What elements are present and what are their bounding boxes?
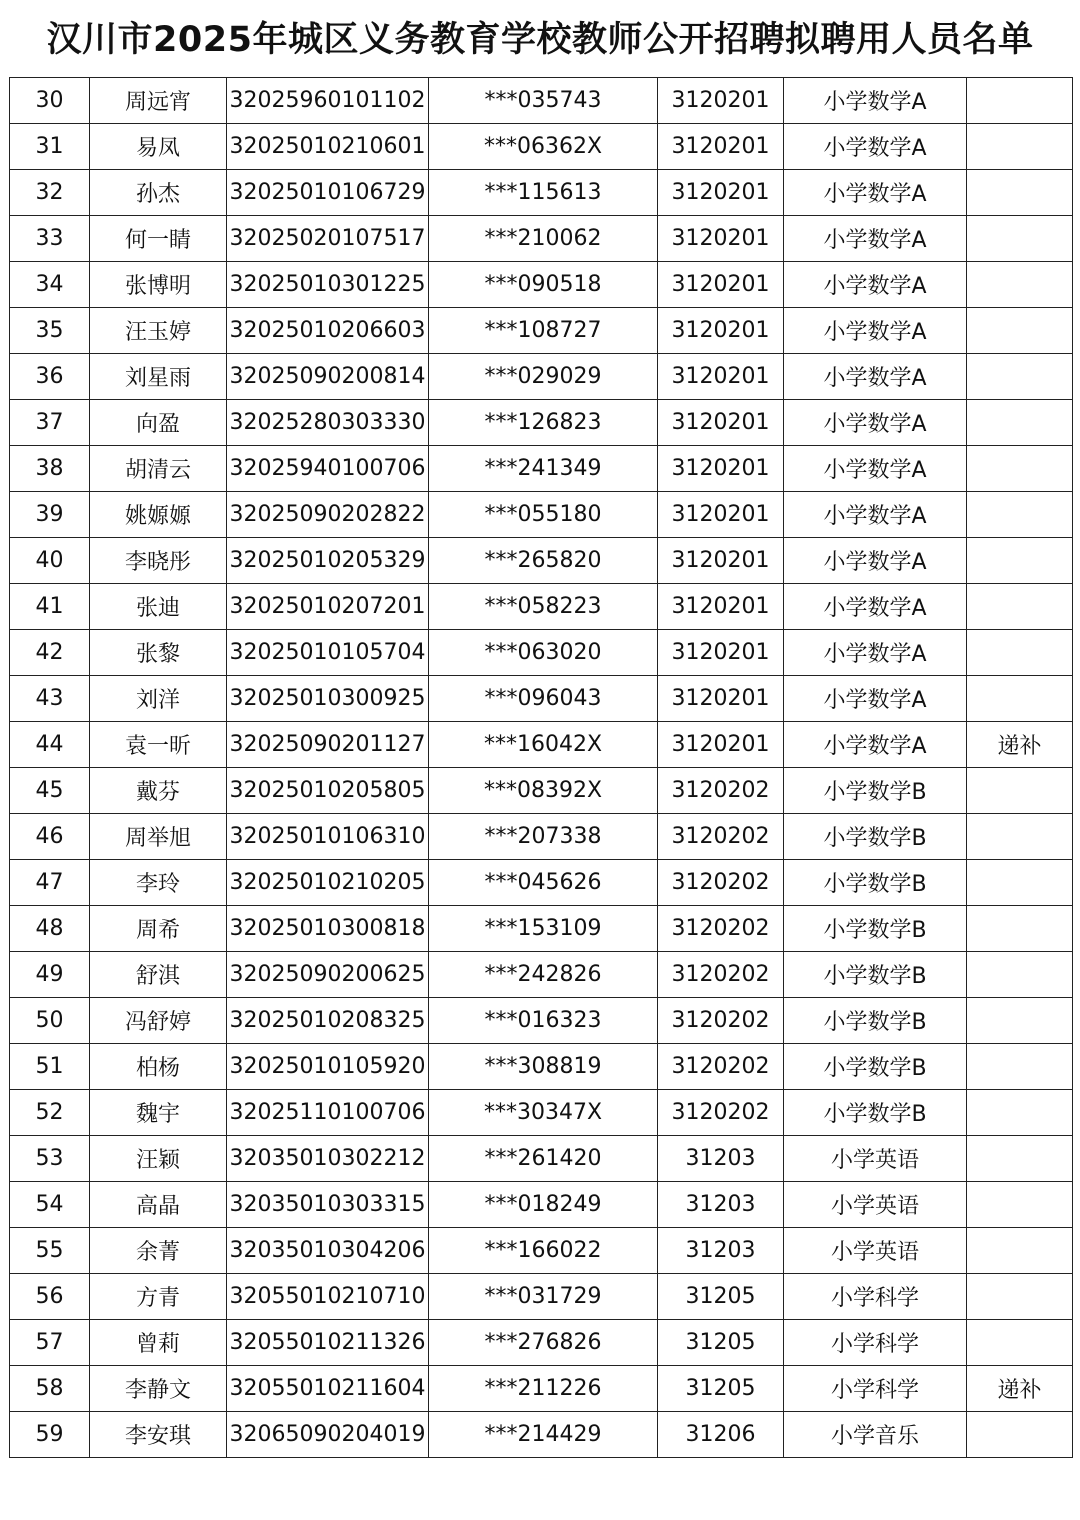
row-number-cell: 36 — [10, 354, 90, 400]
id-number-cell: ***016323 — [429, 998, 658, 1044]
subject-cell: 小学数学A — [784, 722, 967, 768]
note-cell — [967, 400, 1073, 446]
subject-cell: 小学数学A — [784, 630, 967, 676]
row-number-cell: 40 — [10, 538, 90, 584]
table-row — [10, 1412, 1073, 1458]
subject-cell: 小学数学B — [784, 998, 967, 1044]
row-number-cell: 59 — [10, 1412, 90, 1458]
post-code-cell: 31205 — [658, 1366, 784, 1412]
note-cell — [967, 676, 1073, 722]
id-number-cell: ***30347X — [429, 1090, 658, 1136]
post-code-cell: 3120201 — [658, 722, 784, 768]
table-row — [10, 860, 1073, 906]
table-row — [10, 1090, 1073, 1136]
subject-cell: 小学科学 — [784, 1320, 967, 1366]
note-cell — [967, 584, 1073, 630]
post-code-cell: 31206 — [658, 1412, 784, 1458]
subject-cell: 小学数学A — [784, 78, 967, 124]
table-row — [10, 1366, 1073, 1412]
table-row — [10, 1044, 1073, 1090]
subject-cell: 小学英语 — [784, 1228, 967, 1274]
row-number-cell: 52 — [10, 1090, 90, 1136]
id-number-cell: ***261420 — [429, 1136, 658, 1182]
subject-cell: 小学数学A — [784, 538, 967, 584]
subject-cell: 小学数学B — [784, 768, 967, 814]
subject-cell: 小学数学A — [784, 584, 967, 630]
roster-table — [9, 77, 1073, 1458]
post-code-cell: 3120202 — [658, 998, 784, 1044]
note-cell — [967, 1044, 1073, 1090]
id-number-cell: ***276826 — [429, 1320, 658, 1366]
subject-cell: 小学数学A — [784, 124, 967, 170]
subject-cell: 小学数学A — [784, 308, 967, 354]
exam-number-cell: 32025010207201 — [227, 584, 429, 630]
post-code-cell: 3120201 — [658, 584, 784, 630]
post-code-cell: 3120201 — [658, 78, 784, 124]
note-cell — [967, 768, 1073, 814]
note-cell — [967, 262, 1073, 308]
id-number-cell: ***214429 — [429, 1412, 658, 1458]
table-row — [10, 1136, 1073, 1182]
note-cell — [967, 216, 1073, 262]
candidate-name-cell: 刘星雨 — [90, 354, 227, 400]
table-row — [10, 676, 1073, 722]
note-cell — [967, 1136, 1073, 1182]
subject-cell: 小学数学B — [784, 814, 967, 860]
row-number-cell: 55 — [10, 1228, 90, 1274]
row-number-cell: 45 — [10, 768, 90, 814]
post-code-cell: 3120201 — [658, 216, 784, 262]
row-number-cell: 51 — [10, 1044, 90, 1090]
post-code-cell: 3120201 — [658, 676, 784, 722]
candidate-name-cell: 汪颖 — [90, 1136, 227, 1182]
subject-cell: 小学数学B — [784, 1044, 967, 1090]
post-code-cell: 3120201 — [658, 400, 784, 446]
table-row — [10, 768, 1073, 814]
note-cell — [967, 170, 1073, 216]
row-number-cell: 56 — [10, 1274, 90, 1320]
exam-number-cell: 32025010301225 — [227, 262, 429, 308]
exam-number-cell: 32025010300818 — [227, 906, 429, 952]
note-cell — [967, 446, 1073, 492]
candidate-name-cell: 李晓彤 — [90, 538, 227, 584]
table-row — [10, 400, 1073, 446]
post-code-cell: 3120202 — [658, 1090, 784, 1136]
id-number-cell: ***126823 — [429, 400, 658, 446]
exam-number-cell: 32035010302212 — [227, 1136, 429, 1182]
post-code-cell: 3120201 — [658, 538, 784, 584]
row-number-cell: 54 — [10, 1182, 90, 1228]
candidate-name-cell: 李安琪 — [90, 1412, 227, 1458]
exam-number-cell: 32025010105704 — [227, 630, 429, 676]
candidate-name-cell: 胡清云 — [90, 446, 227, 492]
id-number-cell: ***242826 — [429, 952, 658, 998]
post-code-cell: 3120202 — [658, 906, 784, 952]
table-row — [10, 722, 1073, 768]
post-code-cell: 31203 — [658, 1136, 784, 1182]
id-number-cell: ***018249 — [429, 1182, 658, 1228]
table-row — [10, 308, 1073, 354]
id-number-cell: ***090518 — [429, 262, 658, 308]
candidate-name-cell: 冯舒婷 — [90, 998, 227, 1044]
exam-number-cell: 32025110100706 — [227, 1090, 429, 1136]
note-cell — [967, 860, 1073, 906]
id-number-cell: ***08392X — [429, 768, 658, 814]
id-number-cell: ***031729 — [429, 1274, 658, 1320]
row-number-cell: 44 — [10, 722, 90, 768]
candidate-name-cell: 柏杨 — [90, 1044, 227, 1090]
table-row — [10, 492, 1073, 538]
exam-number-cell: 32025960101102 — [227, 78, 429, 124]
id-number-cell: ***153109 — [429, 906, 658, 952]
table-row — [10, 354, 1073, 400]
id-number-cell: ***045626 — [429, 860, 658, 906]
candidate-name-cell: 周远宵 — [90, 78, 227, 124]
table-row — [10, 630, 1073, 676]
note-cell — [967, 1412, 1073, 1458]
row-number-cell: 57 — [10, 1320, 90, 1366]
exam-number-cell: 32025010208325 — [227, 998, 429, 1044]
id-number-cell: ***035743 — [429, 78, 658, 124]
post-code-cell: 3120201 — [658, 124, 784, 170]
row-number-cell: 46 — [10, 814, 90, 860]
table-row — [10, 998, 1073, 1044]
row-number-cell: 43 — [10, 676, 90, 722]
table-row — [10, 952, 1073, 998]
id-number-cell: ***029029 — [429, 354, 658, 400]
note-cell — [967, 998, 1073, 1044]
id-number-cell: ***096043 — [429, 676, 658, 722]
table-row — [10, 1228, 1073, 1274]
post-code-cell: 3120201 — [658, 630, 784, 676]
table-row — [10, 1274, 1073, 1320]
candidate-name-cell: 姚嫄嫄 — [90, 492, 227, 538]
exam-number-cell: 32055010210710 — [227, 1274, 429, 1320]
row-number-cell: 38 — [10, 446, 90, 492]
row-number-cell: 42 — [10, 630, 90, 676]
note-cell — [967, 1320, 1073, 1366]
subject-cell: 小学数学A — [784, 676, 967, 722]
note-cell — [967, 538, 1073, 584]
candidate-name-cell: 易凤 — [90, 124, 227, 170]
exam-number-cell: 32025280303330 — [227, 400, 429, 446]
note-cell — [967, 1228, 1073, 1274]
candidate-name-cell: 汪玉婷 — [90, 308, 227, 354]
table-row — [10, 814, 1073, 860]
row-number-cell: 32 — [10, 170, 90, 216]
exam-number-cell: 32025940100706 — [227, 446, 429, 492]
subject-cell: 小学数学B — [784, 952, 967, 998]
row-number-cell: 33 — [10, 216, 90, 262]
note-cell: 递补 — [967, 1366, 1073, 1412]
candidate-name-cell: 周希 — [90, 906, 227, 952]
candidate-name-cell: 张迪 — [90, 584, 227, 630]
candidate-name-cell: 向盈 — [90, 400, 227, 446]
exam-number-cell: 32025010205805 — [227, 768, 429, 814]
table-row — [10, 538, 1073, 584]
exam-number-cell: 32025090201127 — [227, 722, 429, 768]
post-code-cell: 31203 — [658, 1228, 784, 1274]
table-row — [10, 584, 1073, 630]
candidate-name-cell: 袁一昕 — [90, 722, 227, 768]
candidate-name-cell: 孙杰 — [90, 170, 227, 216]
exam-number-cell: 32025010106729 — [227, 170, 429, 216]
note-cell — [967, 906, 1073, 952]
note-cell — [967, 1090, 1073, 1136]
post-code-cell: 3120201 — [658, 354, 784, 400]
candidate-name-cell: 戴芬 — [90, 768, 227, 814]
subject-cell: 小学英语 — [784, 1136, 967, 1182]
exam-number-cell: 32025010300925 — [227, 676, 429, 722]
exam-number-cell: 32025090200814 — [227, 354, 429, 400]
id-number-cell: ***058223 — [429, 584, 658, 630]
post-code-cell: 3120202 — [658, 768, 784, 814]
subject-cell: 小学数学B — [784, 860, 967, 906]
row-number-cell: 30 — [10, 78, 90, 124]
row-number-cell: 53 — [10, 1136, 90, 1182]
note-cell — [967, 492, 1073, 538]
post-code-cell: 3120202 — [658, 952, 784, 998]
row-number-cell: 49 — [10, 952, 90, 998]
exam-number-cell: 32025010206603 — [227, 308, 429, 354]
exam-number-cell: 32025010210601 — [227, 124, 429, 170]
candidate-name-cell: 余菁 — [90, 1228, 227, 1274]
subject-cell: 小学数学A — [784, 400, 967, 446]
post-code-cell: 31203 — [658, 1182, 784, 1228]
table-row — [10, 446, 1073, 492]
subject-cell: 小学数学A — [784, 170, 967, 216]
note-cell — [967, 630, 1073, 676]
candidate-name-cell: 李静文 — [90, 1366, 227, 1412]
table-row — [10, 124, 1073, 170]
subject-cell: 小学数学B — [784, 1090, 967, 1136]
id-number-cell: ***063020 — [429, 630, 658, 676]
post-code-cell: 3120202 — [658, 860, 784, 906]
exam-number-cell: 32065090204019 — [227, 1412, 429, 1458]
table-row — [10, 170, 1073, 216]
note-cell — [967, 308, 1073, 354]
table-row — [10, 1320, 1073, 1366]
candidate-name-cell: 李玲 — [90, 860, 227, 906]
candidate-name-cell: 舒淇 — [90, 952, 227, 998]
subject-cell: 小学数学A — [784, 262, 967, 308]
subject-cell: 小学数学A — [784, 446, 967, 492]
exam-number-cell: 32025010106310 — [227, 814, 429, 860]
post-code-cell: 3120201 — [658, 170, 784, 216]
subject-cell: 小学音乐 — [784, 1412, 967, 1458]
id-number-cell: ***210062 — [429, 216, 658, 262]
post-code-cell: 31205 — [658, 1274, 784, 1320]
exam-number-cell: 32025010210205 — [227, 860, 429, 906]
candidate-name-cell: 张黎 — [90, 630, 227, 676]
table-row — [10, 1182, 1073, 1228]
note-cell — [967, 78, 1073, 124]
row-number-cell: 37 — [10, 400, 90, 446]
id-number-cell: ***265820 — [429, 538, 658, 584]
table-row — [10, 262, 1073, 308]
id-number-cell: ***115613 — [429, 170, 658, 216]
candidate-name-cell: 张博明 — [90, 262, 227, 308]
post-code-cell: 31205 — [658, 1320, 784, 1366]
exam-number-cell: 32025010105920 — [227, 1044, 429, 1090]
candidate-name-cell: 高晶 — [90, 1182, 227, 1228]
row-number-cell: 39 — [10, 492, 90, 538]
candidate-name-cell: 曾莉 — [90, 1320, 227, 1366]
id-number-cell: ***16042X — [429, 722, 658, 768]
note-cell — [967, 1182, 1073, 1228]
row-number-cell: 47 — [10, 860, 90, 906]
note-cell — [967, 1274, 1073, 1320]
note-cell: 递补 — [967, 722, 1073, 768]
note-cell — [967, 952, 1073, 998]
exam-number-cell: 32025010205329 — [227, 538, 429, 584]
candidate-name-cell: 方青 — [90, 1274, 227, 1320]
exam-number-cell: 32055010211604 — [227, 1366, 429, 1412]
subject-cell: 小学数学A — [784, 354, 967, 400]
post-code-cell: 3120202 — [658, 814, 784, 860]
note-cell — [967, 354, 1073, 400]
candidate-name-cell: 周举旭 — [90, 814, 227, 860]
post-code-cell: 3120202 — [658, 1044, 784, 1090]
id-number-cell: ***108727 — [429, 308, 658, 354]
id-number-cell: ***308819 — [429, 1044, 658, 1090]
candidate-name-cell: 刘洋 — [90, 676, 227, 722]
subject-cell: 小学数学B — [784, 906, 967, 952]
subject-cell: 小学科学 — [784, 1366, 967, 1412]
post-code-cell: 3120201 — [658, 262, 784, 308]
post-code-cell: 3120201 — [658, 446, 784, 492]
exam-number-cell: 32055010211326 — [227, 1320, 429, 1366]
exam-number-cell: 32025020107517 — [227, 216, 429, 262]
row-number-cell: 41 — [10, 584, 90, 630]
exam-number-cell: 32035010303315 — [227, 1182, 429, 1228]
id-number-cell: ***207338 — [429, 814, 658, 860]
table-row — [10, 216, 1073, 262]
exam-number-cell: 32035010304206 — [227, 1228, 429, 1274]
id-number-cell: ***166022 — [429, 1228, 658, 1274]
id-number-cell: ***211226 — [429, 1366, 658, 1412]
subject-cell: 小学数学A — [784, 492, 967, 538]
row-number-cell: 31 — [10, 124, 90, 170]
row-number-cell: 50 — [10, 998, 90, 1044]
candidate-name-cell: 何一睛 — [90, 216, 227, 262]
roster-body — [10, 78, 1073, 1458]
id-number-cell: ***055180 — [429, 492, 658, 538]
note-cell — [967, 814, 1073, 860]
post-code-cell: 3120201 — [658, 308, 784, 354]
table-row — [10, 78, 1073, 124]
row-number-cell: 48 — [10, 906, 90, 952]
exam-number-cell: 32025090202822 — [227, 492, 429, 538]
table-row — [10, 906, 1073, 952]
row-number-cell: 34 — [10, 262, 90, 308]
candidate-name-cell: 魏宇 — [90, 1090, 227, 1136]
id-number-cell: ***241349 — [429, 446, 658, 492]
row-number-cell: 35 — [10, 308, 90, 354]
post-code-cell: 3120201 — [658, 492, 784, 538]
page-title: 汉川市2025年城区义务教育学校教师公开招聘拟聘用人员名单 — [46, 20, 1034, 60]
row-number-cell: 58 — [10, 1366, 90, 1412]
note-cell — [967, 124, 1073, 170]
subject-cell: 小学科学 — [784, 1274, 967, 1320]
exam-number-cell: 32025090200625 — [227, 952, 429, 998]
id-number-cell: ***06362X — [429, 124, 658, 170]
subject-cell: 小学数学A — [784, 216, 967, 262]
subject-cell: 小学英语 — [784, 1182, 967, 1228]
